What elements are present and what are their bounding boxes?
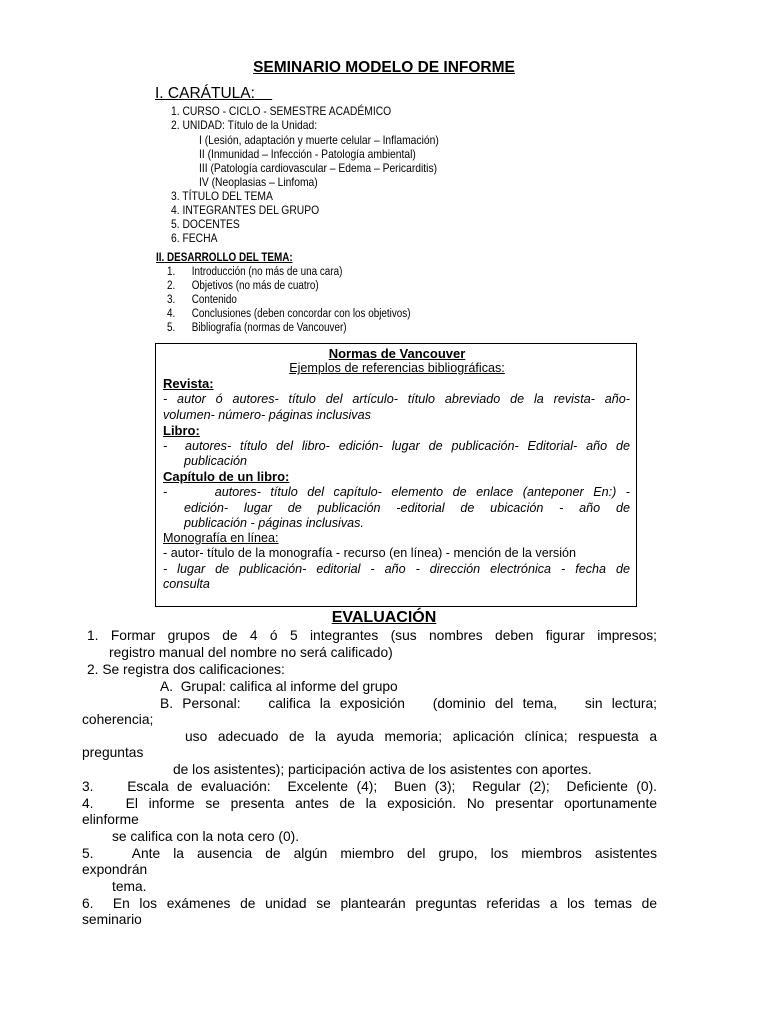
eval-line-10: 3. Escala de evaluación: Excelente (4); Buen (3); Regular (2); Deficiente (0).: [82, 779, 657, 794]
eval-line-18: seminario: [82, 912, 142, 927]
unidad-4: IV (Neoplasias – Linfoma): [199, 175, 318, 189]
vancouver-box: [155, 343, 637, 607]
eval-line-2: registro manual del nombre no será calificado): [109, 645, 393, 660]
monografia-line-1: - autor- título de la monografía - recurso (en línea) - mención de la versión: [163, 546, 576, 560]
eval-line-16: tema.: [112, 879, 147, 894]
desarrollo-heading: II. DESARROLLO DEL TEMA:: [156, 252, 293, 264]
eval-line-6: coherencia;: [82, 712, 154, 727]
eval-line-3: 2. Se registra dos calificaciones:: [87, 662, 285, 677]
revista-line-2: volumen- número- páginas inclusivas: [163, 408, 371, 422]
eval-line-14: 5. Ante la ausencia de algún miembro del grupo, los miembros asistentes: [82, 846, 657, 861]
page-title: SEMINARIO MODELO DE INFORME: [253, 59, 515, 76]
capitulo-line-2: edición- lugar de publicación -editorial de ubicación - año de: [184, 501, 630, 515]
desarrollo-item-4: 4. Conclusiones (deben concordar con los objetivos): [167, 308, 411, 320]
caratula-item-1: 1. CURSO - CICLO - SEMESTRE ACADÉMICO: [171, 104, 392, 118]
desarrollo-item-5: 5. Bibliografía (normas de Vancouver): [167, 322, 347, 334]
capitulo-line-1: - autores- título del capítulo- elemento de enlace (anteponer En:) -: [163, 485, 630, 499]
caratula-item-6: 6. FECHA: [171, 231, 218, 245]
eval-line-15: expondrán: [82, 862, 148, 877]
eval-line-17: 6. En los exámenes de unidad se plantearán preguntas referidas a los temas de: [82, 896, 657, 911]
eval-line-9: de los asistentes); participación activa de los asistentes con aportes.: [173, 762, 592, 777]
revista-line-1: - autor ó autores- título del artículo- título abreviado de la revista- año-: [163, 392, 630, 406]
monografia-line-2: - lugar de publicación- editorial - año - dirección electrónica - fecha de: [163, 562, 630, 576]
capitulo-line-3: publicación - páginas inclusivas.: [184, 516, 364, 530]
caratula-item-4: 4. INTEGRANTES DEL GRUPO: [171, 203, 320, 217]
desarrollo-item-3: 3. Contenido: [167, 294, 237, 306]
unidad-2: II (Inmunidad – Infección - Patología ambiental): [199, 147, 416, 161]
monografia-label: Monografía en línea:: [163, 531, 279, 545]
eval-line-13: se califica con la nota cero (0).: [112, 829, 300, 844]
vancouver-title: Normas de Vancouver: [328, 346, 466, 361]
desarrollo-item-2: 2. Objetivos (no más de cuatro): [167, 280, 319, 292]
eval-line-7: uso adecuado de la ayuda memoria; aplicación clínica; respuesta a: [185, 729, 657, 744]
caratula-item-2: 2. UNIDAD: Título de la Unidad:: [171, 118, 318, 132]
eval-line-5: B. Personal: califica la exposición (dominio del tema, sin lectura;: [160, 696, 657, 711]
caratula-item-3: 3. TÍTULO DEL TEMA: [171, 189, 273, 203]
revista-label: Revista:: [163, 376, 214, 391]
libro-line-2: publicación: [184, 454, 248, 468]
desarrollo-item-1: 1. Introducción (no más de una cara): [167, 266, 343, 278]
caratula-heading: I. CARÁTULA:: [155, 85, 255, 102]
libro-line-1: - autores- título del libro- edición- lugar de publicación- Editorial- año de: [163, 439, 630, 453]
evaluacion-heading: EVALUACIÓN: [331, 609, 437, 626]
vancouver-subtitle: Ejemplos de referencias bibliográficas:: [289, 361, 505, 375]
monografia-line-3: consulta: [163, 577, 210, 591]
unidad-1: I (Lesión, adaptación y muerte celular – Inflamación): [199, 133, 439, 147]
eval-line-12: elinforme: [82, 812, 139, 827]
unidad-3: III (Patología cardiovascular – Edema – Pericarditis): [199, 161, 438, 175]
eval-line-4: A. Grupal: califica al informe del grupo: [160, 679, 398, 694]
eval-line-1: 1. Formar grupos de 4 ó 5 integrantes (sus nombres deben figurar impresos;: [87, 628, 657, 643]
eval-line-8: preguntas: [82, 745, 144, 760]
eval-line-11: 4. El informe se presenta antes de la exposición. No presentar oportunamente: [82, 796, 657, 811]
capitulo-label: Capítulo de un libro:: [163, 469, 290, 484]
libro-label: Libro:: [163, 423, 200, 438]
caratula-item-5: 5. DOCENTES: [171, 217, 240, 231]
